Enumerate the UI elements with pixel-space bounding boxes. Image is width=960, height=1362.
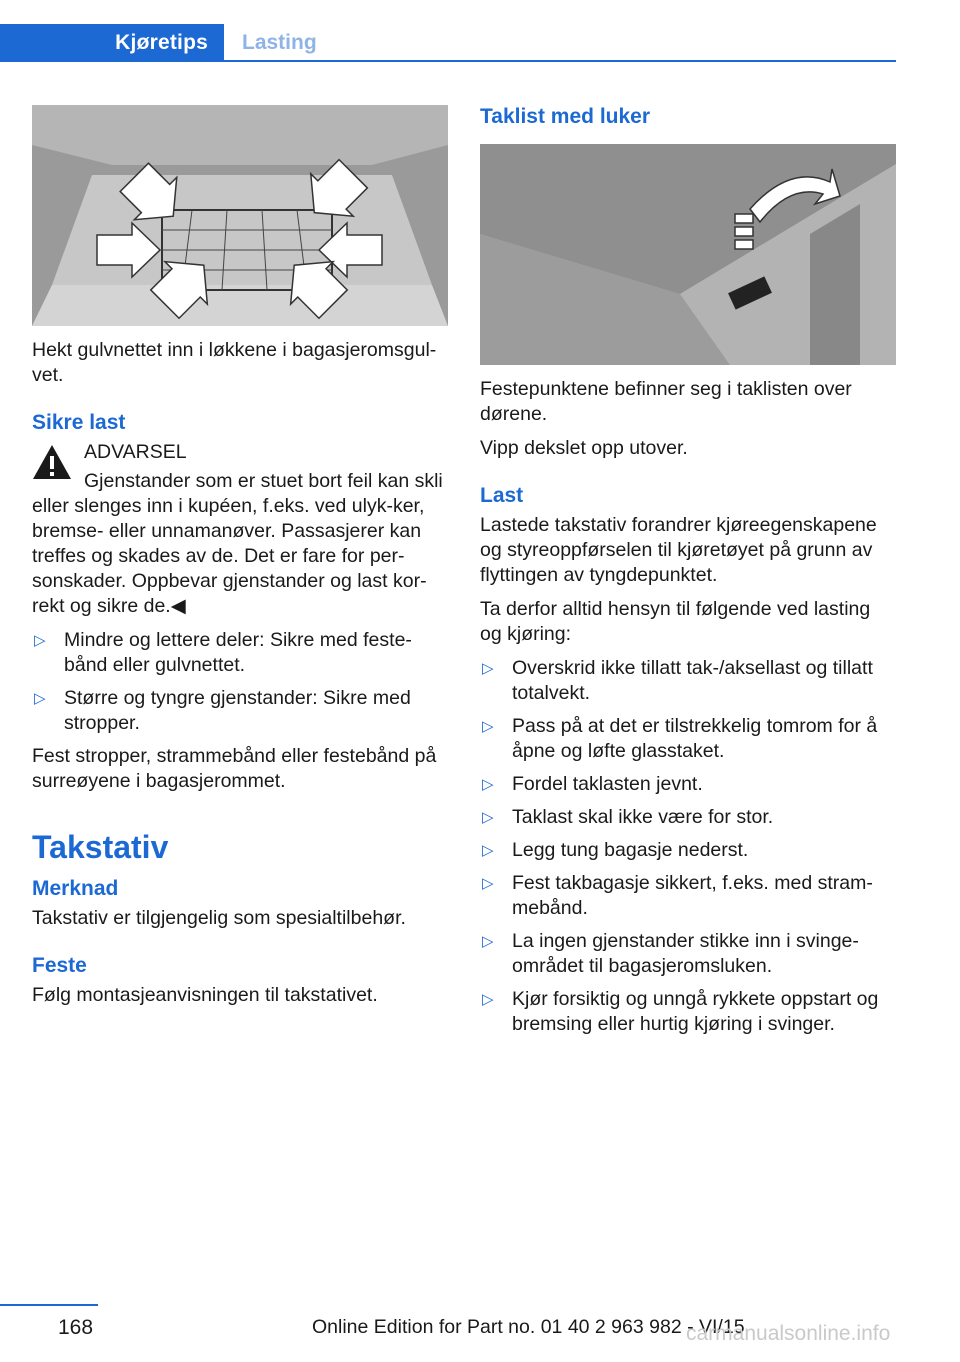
bullet-triangle-icon: ▷ [34,690,46,707]
right-column [480,104,896,1045]
hensyn-text: Ta derfor alltid hensyn til følgende ved lasting og kjøring: [480,598,871,645]
watermark: carmanualsonline.info [686,1322,891,1345]
heading-last: Last [480,484,524,507]
edition-info: Online Edition for Part no. 01 40 2 963 982 - VI/15 [312,1316,745,1338]
warning-block [32,440,448,465]
bullet-triangle-icon: ▷ [482,718,494,735]
warning-triangle-icon [32,444,72,480]
vipp-text: Vipp dekslet opp utover. [480,437,688,459]
heading-sikre-last: Sikre last [32,411,126,434]
tab-lasting[interactable]: Lasting [224,24,896,62]
bullet-triangle-icon: ▷ [482,809,494,826]
heading-merknad: Merknad [32,877,119,900]
heading-takstativ: Takstativ [32,829,169,865]
bullet-triangle-icon: ▷ [482,875,494,892]
bullet-triangle-icon: ▷ [482,842,494,859]
list-item: ▷ Overskrid ikke tillatt tak-/aksellast og tillatt totalvekt. [482,657,873,704]
fasten-text: Fest stropper, strammebånd eller festebånd på surreøyene i bagasjerommet. [32,745,437,792]
bullet-triangle-icon: ▷ [482,776,494,793]
list-item: ▷ Taklast skal ikke være for stor. [482,806,774,828]
list-item: ▷ Pass på at det er tilstrekkelig tomrom for å åpne og løfte glasstaket. [482,715,878,762]
footer-rule [0,1304,98,1306]
trunk-net-illustration [32,105,448,326]
figure2-caption: Festepunktene befinner seg i taklisten over dørene. [480,378,852,425]
tab-kjoretips[interactable]: Kjøretips [0,24,224,62]
bullet-triangle-icon: ▷ [482,991,494,1008]
right-bullet-list [480,656,896,1037]
heading-feste: Feste [32,954,87,977]
warning-text: Gjenstander som er stuet bort feil kan skli eller slenges inn i kupéen, f.eks. ved ulyk-ker, bremse- eller unnamanøver. Passasjerer kan treffes og skades av de. Det er fare for per-sonskader. Oppbevar gjenstander og last kor-rekt og sikre de.◀ [32,470,443,617]
list-item: ▷ Legg tung bagasje nederst. [482,839,749,861]
left-bullet-list [32,628,448,736]
bullet-triangle-icon: ▷ [34,632,46,649]
bullet-triangle-icon: ▷ [482,933,494,950]
roof-rail-illustration [480,144,896,365]
warning-title: ADVARSEL [84,441,187,463]
header-tabbar [0,24,896,62]
page-number: 168 [58,1316,94,1339]
last-text: Lastede takstativ forandrer kjøreegenskapene og styreoppførselen til kjøretøyet på grunn av flyttingen av tyngdepunktet. [480,514,877,586]
feste-text: Følg montasjeanvisningen til takstativet. [32,984,378,1006]
list-item: ▷ Større og tyngre gjenstander: Sikre med stropper. [34,687,411,734]
bullet-triangle-icon: ▷ [482,660,494,677]
list-item: ▷ Mindre og lettere deler: Sikre med feste-bånd eller gulvnettet. [34,629,412,676]
list-item: ▷ Fordel taklasten jevnt. [482,773,703,795]
left-column [32,105,448,1017]
merknad-text: Takstativ er tilgjengelig som spesialtilbehør. [32,907,406,929]
list-item: ▷ Fest takbagasje sikkert, f.eks. med stram-mebånd. [482,872,873,919]
list-item: ▷ Kjør forsiktig og unngå rykkete oppstart og bremsing eller hurtig kjøring i svinger. [482,988,879,1035]
figure1-caption: Hekt gulvnettet inn i løkkene i bagasjeromsgul-vet. [32,339,437,386]
heading-taklist-med-luker: Taklist med luker [480,105,651,128]
list-item: ▷ La ingen gjenstander stikke inn i svinge-området til bagasjeromsluken. [482,930,859,977]
